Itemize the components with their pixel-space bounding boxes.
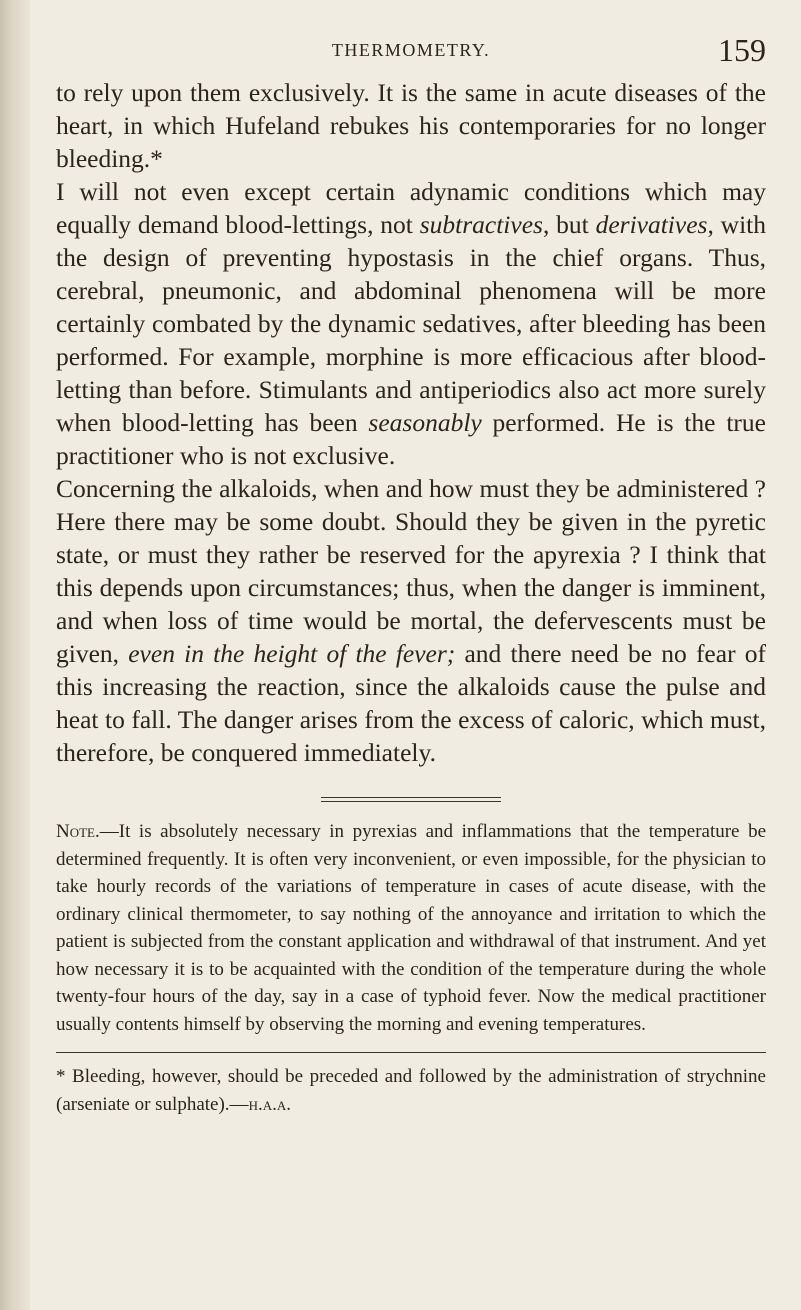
running-head — [56, 32, 766, 76]
note-block — [56, 818, 766, 1038]
paragraph-3: Concerning the alkaloids, when and how must they be administered ? Here there may be some doubt. Should they be given in the pyretic state, or must they rather be reserved for the apyrexia ? I think that this depends upon circumstances; thus, when the danger is imminent, and when loss of time would be mortal, the defervescents must be given, even in the height of the fever; and there need be no fear of this increasing the reaction, since the alkaloids cause the pulse and heat to fall. The danger arises from the excess of caloric, which must, therefore, be conquered immediately. — [56, 474, 766, 767]
page-gutter-shadow — [0, 0, 30, 1310]
footnote-initials: h.a.a. — [248, 1093, 291, 1115]
footnote-divider — [56, 1052, 766, 1053]
paragraph-1: to rely upon them exclusively. It is the same in acute diseases of the heart, in which Hufeland rebukes his contemporaries for no longer bleeding.* — [56, 78, 766, 173]
page-number: 159 — [718, 32, 766, 68]
note-text: .—It is absolutely necessary in pyrexias and inflammations that the temperature be determined frequently. It is often very inconvenient, or even impossible, for the physician to take hourly records of the variations of temperature in cases of acute disease, with the ordinary clinical thermometer, to say nothing of the annoyance and irritation to which the patient is subjected from the constant application and withdrawal of that instrument. And yet how necessary it is to be acquainted with the condition of the temperature during the whole twenty-four hours of the day, say in a case of typhoid fever. Now the medical practitioner usually contents himself by observing the morning and evening temperatures. — [56, 821, 766, 1035]
body-text — [56, 76, 766, 769]
note-label: Note — [56, 821, 95, 842]
book-page — [56, 32, 766, 1118]
footnote — [56, 1063, 766, 1118]
section-divider — [321, 797, 501, 802]
running-title: THERMOMETRY. — [331, 40, 491, 60]
paragraph-2: I will not even except certain adynamic conditions which may equally demand blood-lettings, not subtractives, but derivatives, with the design of preventing hypostasis in the chief organs. Thus, cerebral, pneumonic, and abdominal phenomena will be more certainly combated by the dynamic sedatives, after bleeding has been performed. For example, morphine is more efficacious after blood-letting than before. Stimulants and antiperiodics also act more surely when blood-letting has been seasonably performed. He is the true practitioner who is not exclusive. — [56, 177, 766, 470]
footnote-text: * Bleeding, however, should be preceded and followed by the administration of strychnine (arseniate or sulphate).— — [56, 1066, 766, 1115]
